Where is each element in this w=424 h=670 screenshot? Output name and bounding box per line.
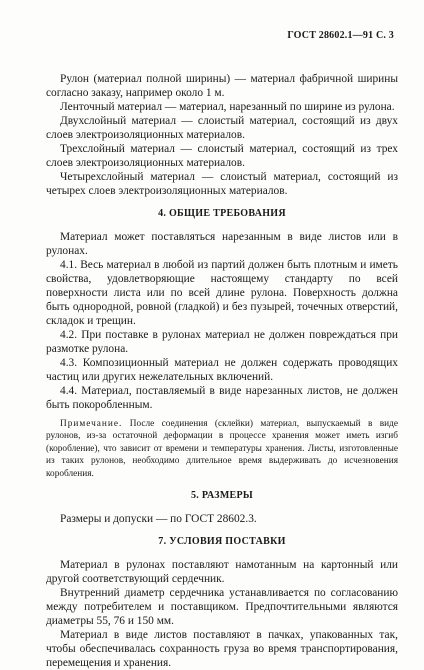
body-paragraph: Материал может поставляться нарезанным в виде листов или в рулонах.: [46, 231, 398, 257]
section-heading-general-requirements: 4. ОБЩИЕ ТРЕБОВАНИЯ: [158, 208, 286, 219]
note-label: Примечание.: [60, 419, 123, 429]
definition-paragraph: Двухслойный материал — слоистый материал, состоящий из двух слоев электроизоляционных материалов.: [46, 115, 398, 141]
section-heading-delivery-conditions: 7. УСЛОВИЯ ПОСТАВКИ: [158, 536, 286, 548]
body-paragraph: Материал в виде листов поставляют в пачках, упакованных так, чтобы обеспечивалась сохранность груза во время транспортирования, перемещения и хранения.: [46, 629, 398, 670]
clause-4-2: 4.2. При поставке в рулонах материал не должен повреждаться при размотке рулона.: [46, 329, 398, 355]
page-header: ГОСТ 28602.1—91 С. 3: [287, 30, 394, 41]
definition-paragraph: Четырехслойный материал — слоистый материал, состоящий из четырех слоев электроизоляционных материалов.: [46, 171, 398, 197]
definition-paragraph: Ленточный материал — материал, нарезанный по ширине из рулона.: [60, 101, 395, 113]
definition-paragraph: Рулон (материал полной ширины) — материал фабричной ширины согласно заказу, например около 1 м.: [46, 73, 398, 99]
body-paragraph: Размеры и допуски — по ГОСТ 28602.3.: [60, 513, 257, 526]
body-paragraph: Внутренний диаметр сердечника устанавливается по согласованию между потребителем и поставщиком. Предпочтительными являются диаметры 55, 76 и 150 мм.: [46, 587, 398, 628]
clause-4-4: 4.4. Материал, поставляемый в виде нарезанных листов, не должен быть покоробленным.: [46, 385, 398, 411]
note-paragraph: [46, 418, 398, 480]
note-text: После соединения (склейки) материал, выпускаемый в виде рулонов, из-за остаточной деформации в процессе хранения может иметь изгиб (коробление), что зависит от времени и температуры хранения. Листы, изготовленные из таких рулонов, необходимо длительное время выдерживать до исчезновения коробления.: [46, 419, 398, 479]
body-paragraph: Материал в рулонах поставляют намотанным на картонный или другой соответствующий сердечник.: [46, 559, 398, 586]
clause-4-3: 4.3. Композиционный материал не должен содержать проводящих частиц или других нежелательных включений.: [46, 357, 398, 383]
definition-paragraph: Трехслойный материал — слоистый материал, состоящий из трех слоев электроизоляционных материалов.: [46, 143, 398, 169]
document-body: [46, 72, 398, 670]
section-heading-dimensions: 5. РАЗМЕРЫ: [190, 490, 254, 502]
clause-4-1: 4.1. Весь материал в любой из партий должен быть плотным и иметь свойства, удовлетворяющие настоящему стандарту по всей поверхности листа или по всей длине рулона. Поверхность должна быть однородной, ровной (гладкой) и без пузырей, точечных отверстий, складок и трещин.: [46, 259, 398, 327]
